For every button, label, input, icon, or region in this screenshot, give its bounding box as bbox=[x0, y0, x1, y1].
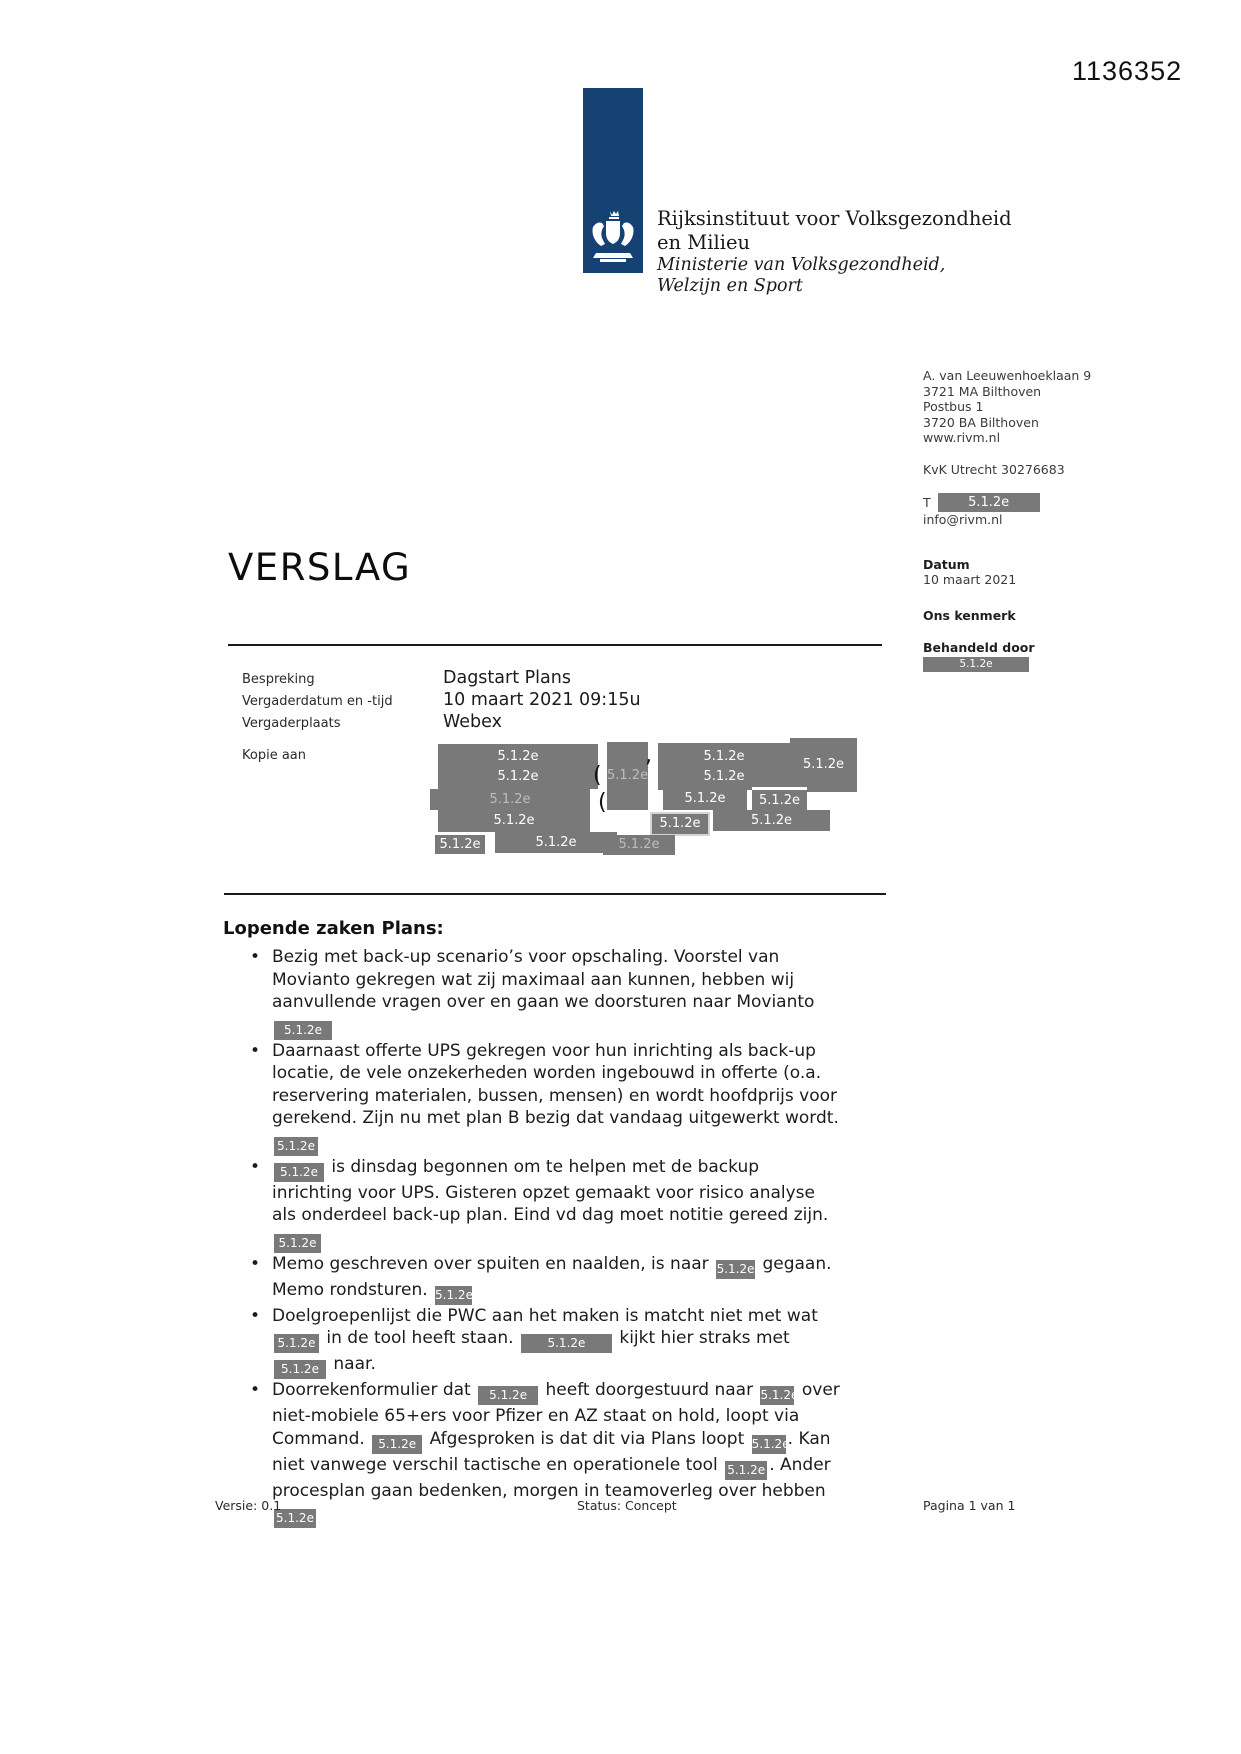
divider bbox=[224, 893, 886, 895]
redaction-box: 5.1.2e bbox=[752, 790, 807, 812]
coat-of-arms-icon bbox=[590, 209, 636, 267]
paren-glyph: , bbox=[645, 743, 652, 768]
redaction-box: 5.1.2e bbox=[752, 1435, 786, 1454]
redaction-box: 5.1.2e bbox=[716, 1260, 755, 1279]
bullet-item: • 5.1.2e is dinsdag begonnen om te helpen met de backup inrichting voor UPS. Gisteren opzet gemaakt voor risico analyse als onderdeel back-up plan. Eind vd dag moet notitie gereed zijn. 5.1.2e bbox=[250, 1156, 842, 1253]
meeting-row-label: Vergaderplaats bbox=[242, 716, 341, 731]
redaction-box: 5.1.2e bbox=[495, 832, 617, 853]
ministry-line2: Welzijn en Sport bbox=[657, 276, 803, 296]
kopie-redaction-cluster bbox=[385, 735, 865, 860]
meeting-row-label: Vergaderdatum en -tijd bbox=[242, 694, 393, 709]
behandeld-label: Behandeld door bbox=[923, 640, 1035, 655]
redaction-box: 5.1.2e bbox=[274, 1163, 324, 1182]
redaction-box: 5.1.2e bbox=[790, 738, 857, 792]
redaction-box: 5.1.2e bbox=[274, 1334, 319, 1353]
bullet-marker: • bbox=[250, 947, 261, 967]
footer-page-number: Pagina 1 van 1 bbox=[923, 1498, 1016, 1513]
redaction-box: 5.1.2e bbox=[938, 493, 1040, 512]
page-title: VERSLAG bbox=[228, 546, 412, 589]
meeting-row-value: Dagstart Plans bbox=[443, 668, 571, 688]
redaction-box: 5.1.2e bbox=[607, 742, 648, 810]
redaction-box: 5.1.2e bbox=[663, 788, 747, 810]
bullet-marker: • bbox=[250, 1253, 261, 1274]
paren-glyph: ( bbox=[598, 790, 607, 815]
bullet-item: • Bezig met back-up scenario’s voor opschaling. Voorstel van Movianto gekregen wat zij maximaal aan kunnen, hebben wij aanvullende vragen over en gaan we doorsturen naar Movianto 5.1.2e bbox=[250, 946, 842, 1040]
meeting-row-label: Bespreking bbox=[242, 672, 315, 687]
address-line: A. van Leeuwenhoeklaan 9 bbox=[923, 368, 1092, 383]
section-heading: Lopende zaken Plans: bbox=[223, 918, 444, 939]
redaction-box: 5.1.2e bbox=[274, 1360, 326, 1379]
redaction-box: 5.1.2e bbox=[274, 1509, 316, 1528]
divider bbox=[228, 644, 882, 646]
redaction-box: 5.1.2e bbox=[923, 657, 1029, 672]
address-line: Postbus 1 bbox=[923, 399, 984, 414]
redaction-box: 5.1.2e bbox=[760, 1386, 794, 1405]
footer-status: Status: Concept bbox=[577, 1498, 677, 1513]
address-line: 3720 BA Bilthoven bbox=[923, 414, 1039, 430]
bullet-list bbox=[250, 946, 842, 1528]
redaction-box: 5.1.2e 5.1.2e bbox=[438, 744, 598, 789]
redaction-box: 5.1.2e bbox=[372, 1435, 422, 1454]
bullet-item: • Doelgroepenlijst die PWC aan het maken is matcht niet met wat 5.1.2e in de tool heeft staan. 5.1.2e kijkt hier straks met 5.1.2e naar. bbox=[250, 1305, 842, 1380]
footer-version: Versie: 0.1 bbox=[215, 1498, 282, 1513]
org-name-line2: en Milieu bbox=[657, 231, 751, 254]
bullet-marker: • bbox=[250, 1305, 261, 1326]
kenmerk-label: Ons kenmerk bbox=[923, 607, 1016, 623]
bullet-marker: • bbox=[250, 1156, 261, 1177]
bullet-item: • Doorrekenformulier dat 5.1.2e heeft doorgestuurd naar 5.1.2e over niet-mobiele 65+ers voor Pfizer en AZ staat on hold, loopt via Command. 5.1.2e Afgesproken is dat dit via Plans loopt 5.1.2e. Kan niet vanwege verschil tactische en operationele tool 5.1.2e . Ander procesplan gaan bedenken, morgen in teamoverleg over hebben 5.1.2e bbox=[250, 1379, 842, 1528]
phone-row bbox=[923, 493, 1113, 512]
redaction-box: 5.1.2e bbox=[521, 1334, 612, 1353]
redaction-box: 5.1.2e bbox=[274, 1021, 332, 1040]
meeting-row-value: Webex bbox=[443, 712, 502, 732]
redaction-box: 5.1.2e bbox=[603, 835, 675, 855]
datum-value: 10 maart 2021 bbox=[923, 572, 1017, 587]
redaction-box: 5.1.2e bbox=[430, 789, 590, 810]
redaction-box: 5.1.2e bbox=[713, 810, 830, 831]
redaction-box: 5.1.2e bbox=[478, 1386, 538, 1405]
redaction-box: 5.1.2e bbox=[435, 835, 485, 854]
email-address: info@rivm.nl bbox=[923, 512, 1003, 527]
datum-label: Datum bbox=[923, 556, 970, 572]
org-name-line1: Rijksinstituut voor Volksgezondheid bbox=[657, 207, 1012, 230]
redaction-box: 5.1.2e bbox=[435, 1286, 472, 1305]
phone-label: T bbox=[923, 494, 931, 510]
paren-glyph: ( bbox=[593, 763, 602, 788]
redaction-box: 5.1.2e bbox=[274, 1137, 318, 1156]
contact-sidebar bbox=[923, 368, 1113, 672]
ministry-line1: Ministerie van Volksgezondheid, bbox=[657, 255, 946, 275]
bullet-marker: • bbox=[250, 1380, 261, 1400]
redaction-box: 5.1.2e bbox=[725, 1461, 767, 1480]
logo-wordmark bbox=[657, 207, 1012, 297]
website-url: www.rivm.nl bbox=[923, 430, 1001, 445]
bullet-item: • Memo geschreven over spuiten en naalden, is naar 5.1.2e gegaan. Memo rondsturen. 5.1.2e bbox=[250, 1253, 842, 1305]
redaction-box: 5.1.2e 5.1.2e bbox=[658, 743, 790, 790]
address-line: 3721 MA Bilthoven bbox=[923, 383, 1042, 399]
logo-bar bbox=[583, 88, 643, 273]
bullet-item: • Daarnaast offerte UPS gekregen voor hun inrichting als back-up locatie, de vele onzekerheden worden ingebouwd in offerte (o.a. reservering materialen, bussen, mensen) en wordt hoofdprijs voor gerekend. Zijn nu met plan B bezig dat vandaag uitgewerkt wordt. 5.1.2e bbox=[250, 1040, 842, 1156]
doc-number: 1136352 bbox=[1072, 56, 1183, 86]
meeting-row-value: 10 maart 2021 09:15u bbox=[443, 690, 641, 710]
bullet-marker: • bbox=[250, 1040, 261, 1061]
kvk-number: KvK Utrecht 30276683 bbox=[923, 461, 1065, 477]
redaction-box: 5.1.2e bbox=[650, 812, 710, 836]
redaction-box: 5.1.2e bbox=[274, 1234, 321, 1253]
kopie-aan-label: Kopie aan bbox=[242, 748, 306, 763]
redaction-box: 5.1.2e bbox=[438, 810, 590, 832]
